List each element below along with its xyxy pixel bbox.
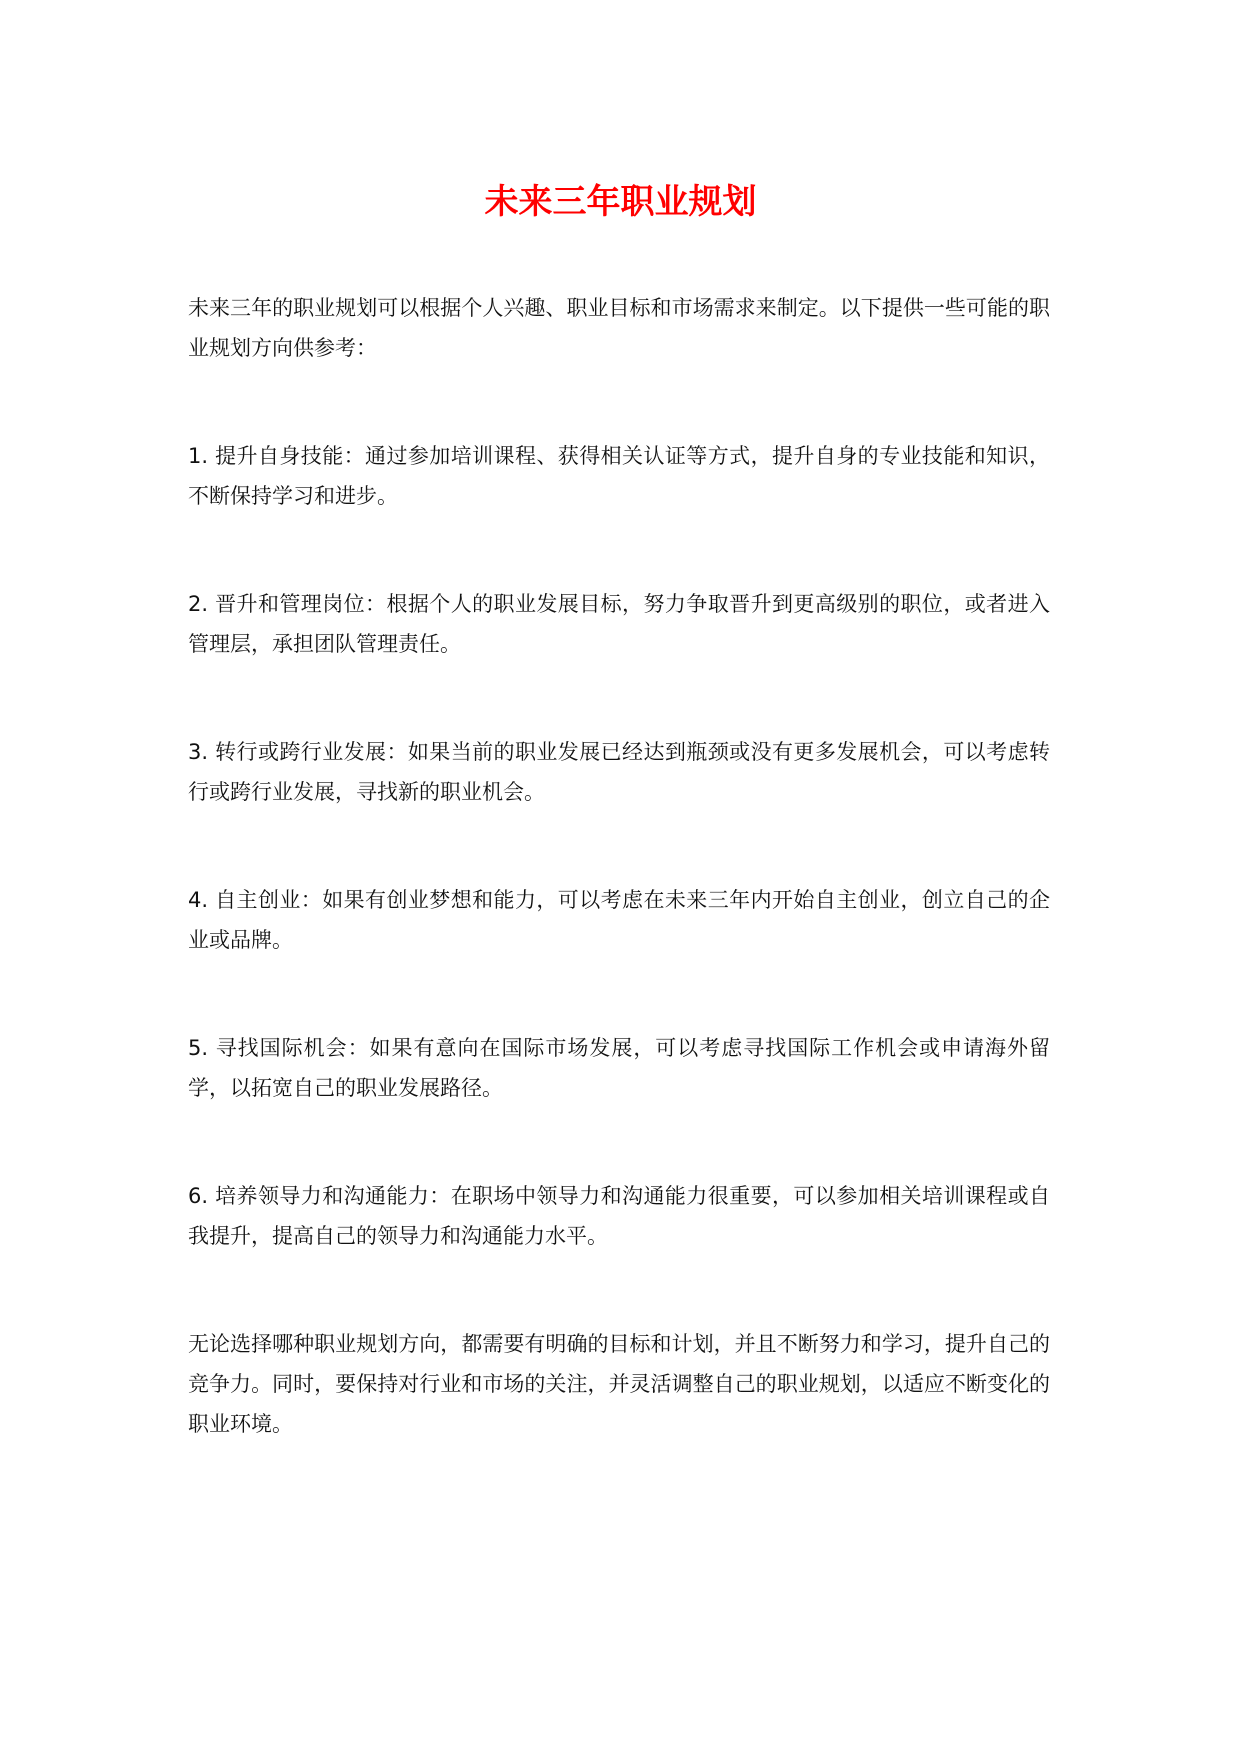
intro-paragraph: 未来三年的职业规划可以根据个人兴趣、职业目标和市场需求来制定。以下提供一些可能的职业规划方向供参考： (188, 296, 1050, 360)
list-item: 1. 提升自身技能：通过参加培训课程、获得相关认证等方式，提升自身的专业技能和知识，不断保持学习和进步。 (188, 444, 1050, 508)
document-body (188, 288, 1050, 1444)
list-item: 3. 转行或跨行业发展：如果当前的职业发展已经达到瓶颈或没有更多发展机会，可以考虑转行或跨行业发展，寻找新的职业机会。 (188, 740, 1050, 804)
document-title: 未来三年职业规划 (484, 182, 757, 222)
list-item: 6. 培养领导力和沟通能力：在职场中领导力和沟通能力很重要，可以参加相关培训课程或自我提升，提高自己的领导力和沟通能力水平。 (188, 1184, 1050, 1248)
list-item: 4. 自主创业：如果有创业梦想和能力，可以考虑在未来三年内开始自主创业，创立自己的企业或品牌。 (188, 888, 1050, 952)
conclusion-paragraph: 无论选择哪种职业规划方向，都需要有明确的目标和计划，并且不断努力和学习，提升自己的竞争力。同时，要保持对行业和市场的关注，并灵活调整自己的职业规划，以适应不断变化的职业环境。 (188, 1332, 1050, 1436)
list-item: 5. 寻找国际机会：如果有意向在国际市场发展，可以考虑寻找国际工作机会或申请海外留学，以拓宽自己的职业发展路径。 (188, 1036, 1050, 1100)
list-item: 2. 晋升和管理岗位：根据个人的职业发展目标，努力争取晋升到更高级别的职位，或者进入管理层，承担团队管理责任。 (188, 592, 1050, 656)
